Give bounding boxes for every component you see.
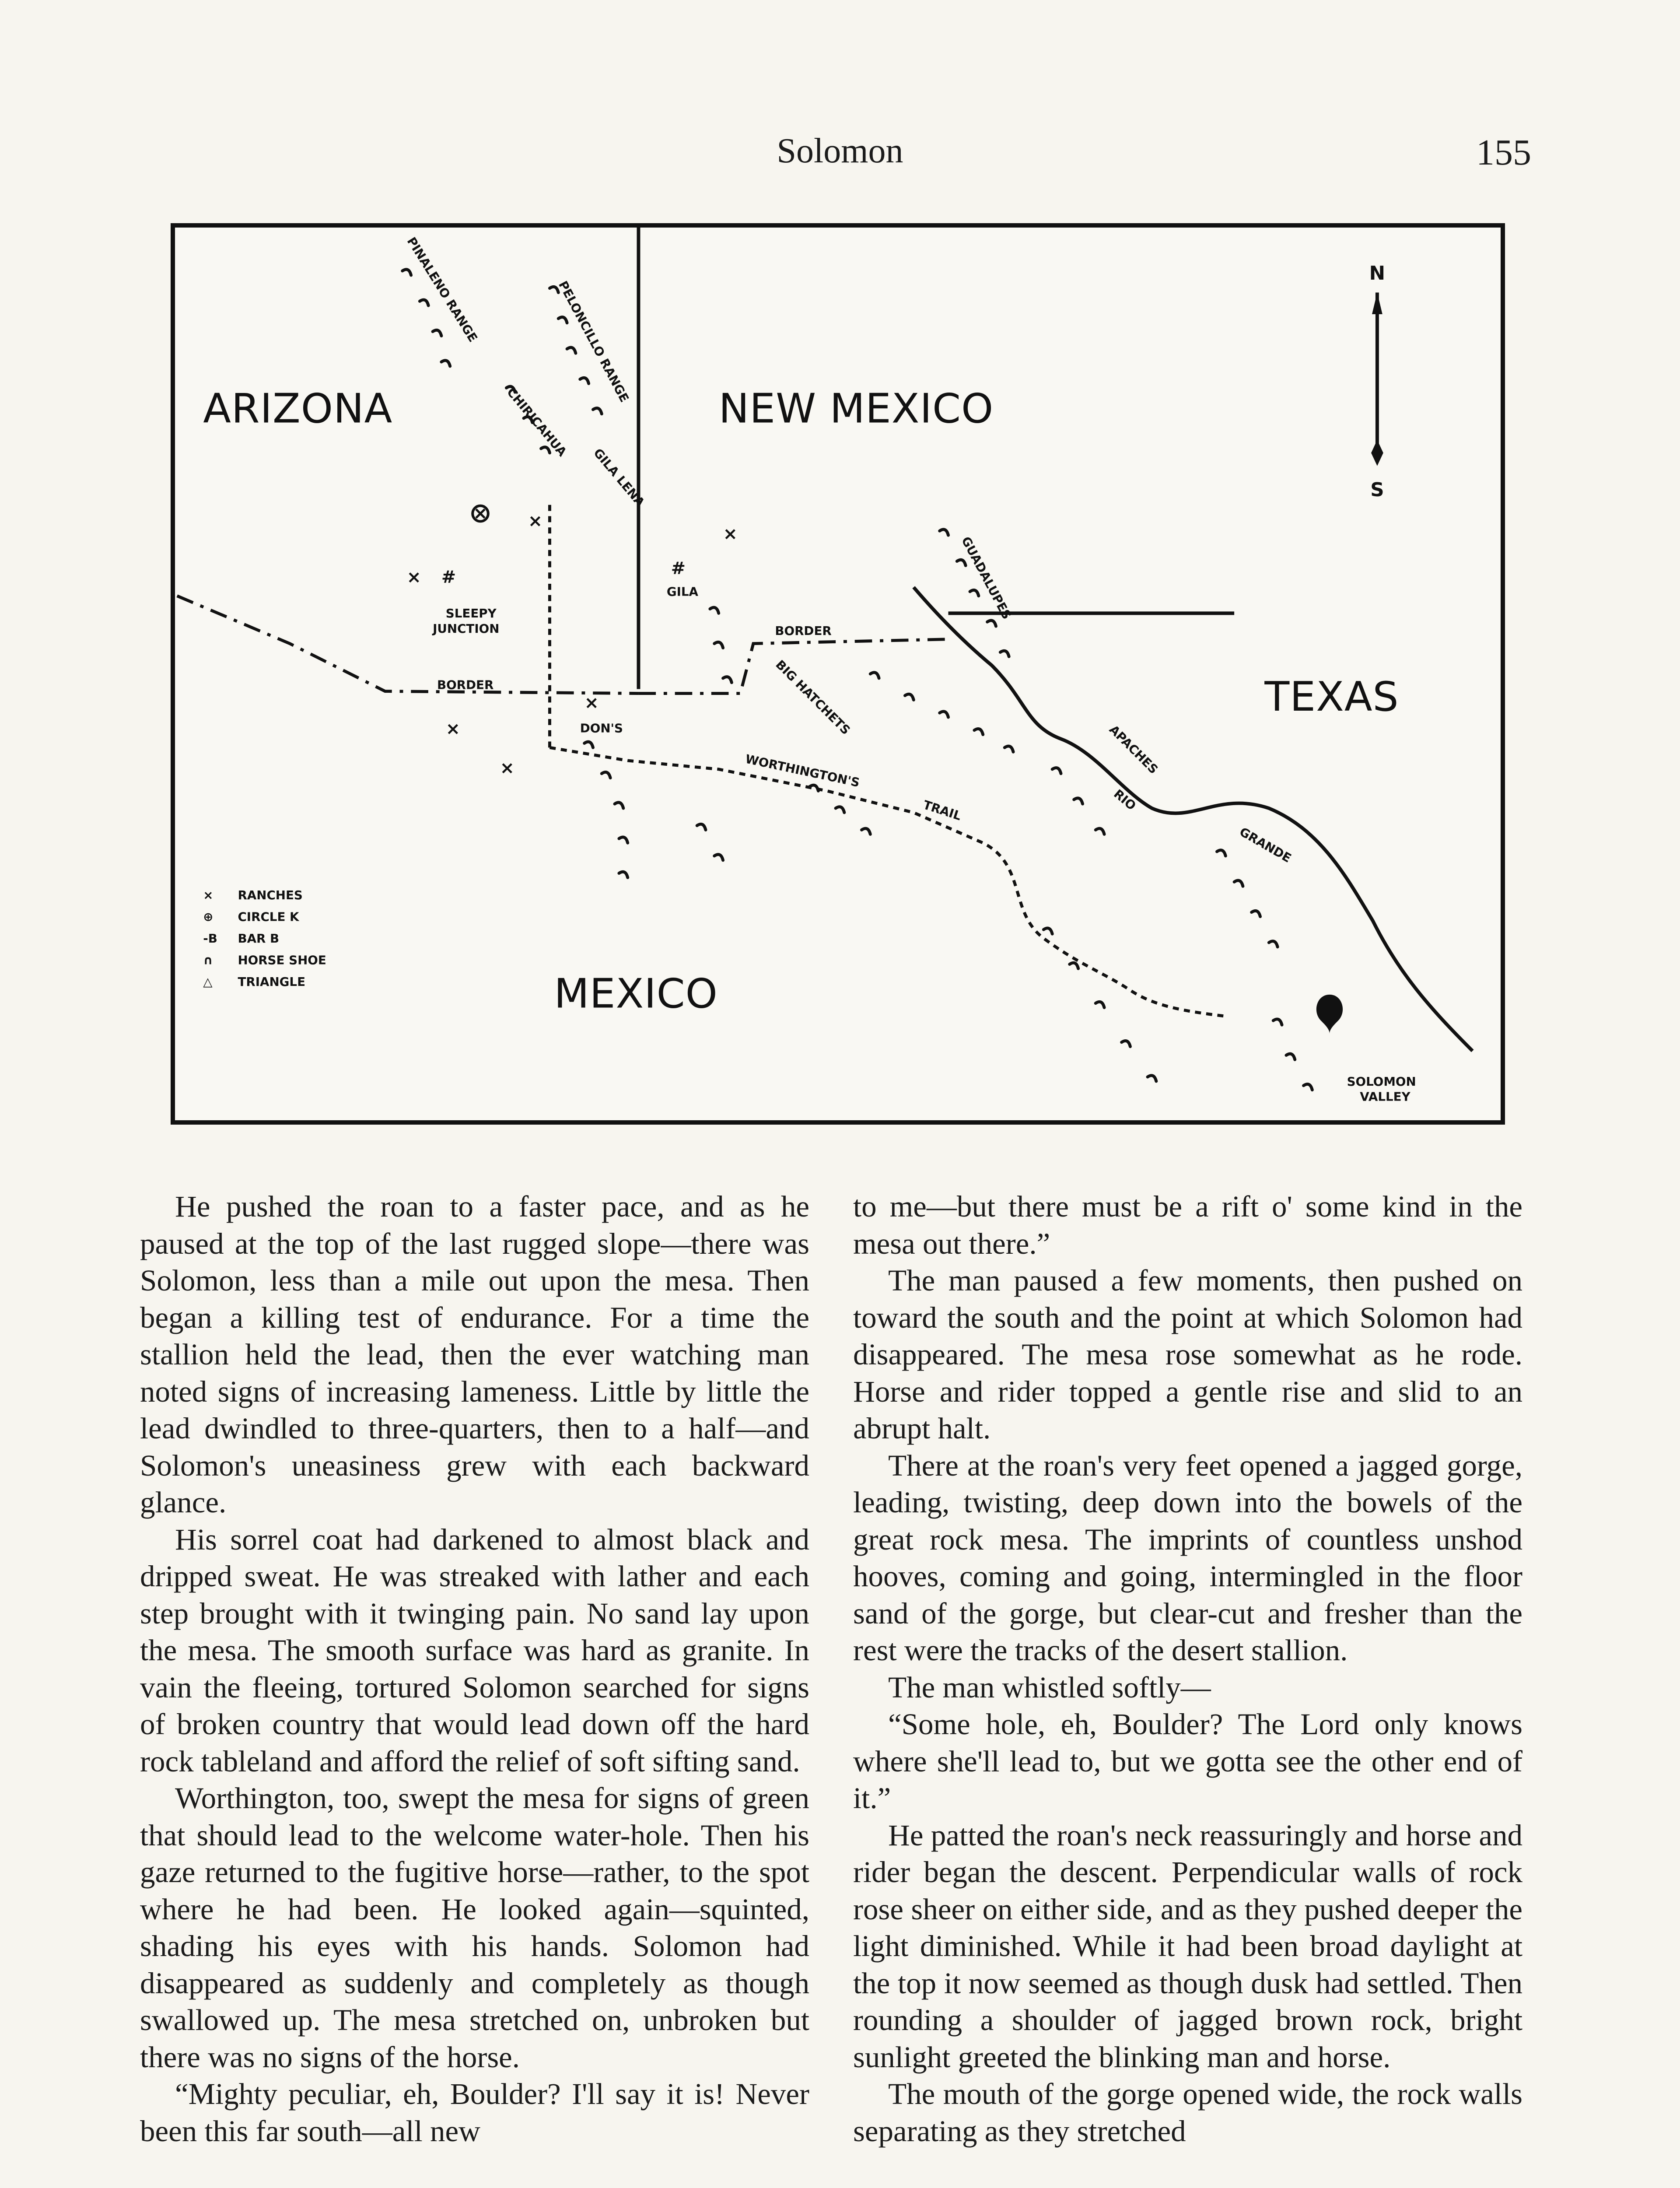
chiricahua-label: CHIRICAHUA — [504, 385, 570, 459]
page-number: 155 — [1476, 132, 1531, 173]
pinaleno-range-label: PINALENO RANGE — [404, 234, 480, 345]
svg-text:×: × — [584, 693, 599, 713]
sleepy-label: SLEEPY — [445, 606, 497, 621]
legend-label: RANCHES — [238, 887, 303, 902]
solomon-label: SOLOMON — [1347, 1074, 1416, 1089]
grande-label: GRANDE — [1237, 824, 1294, 866]
text-column-right — [853, 1188, 1522, 2149]
texas-label: TEXAS — [1264, 673, 1399, 721]
legend-label: TRIANGLE — [238, 975, 306, 989]
ranch-markers — [407, 511, 738, 778]
legend-label: HORSE SHOE — [238, 953, 326, 968]
paragraph: Worthington, too, swept the mesa for signs of green that should lead to the welcome water-hole. Then his gaze returned to the fugitive horse—rather, to the spot where he had been. He looked again—squinted, shading his eyes with his hands. Solomon had disappeared as suddenly and completely as though swallowed up. The mesa stretched on, unbroken but there was no signs of the horse. — [140, 1781, 809, 2074]
rio-grande-river — [914, 587, 1472, 1051]
legend-symbol: × — [203, 887, 214, 902]
circle-k-marker — [472, 506, 488, 522]
svg-text:#: # — [441, 567, 456, 588]
legend-label: BAR B — [238, 931, 280, 946]
svg-text:×: × — [406, 567, 421, 588]
map-illustration — [171, 223, 1505, 1125]
dons-label: DON'S — [580, 721, 623, 736]
legend-symbol: -B — [203, 931, 217, 946]
svg-text:×: × — [723, 524, 738, 544]
svg-text:#: # — [671, 558, 686, 579]
paragraph: “Mighty peculiar, eh, Boulder? I'll say it is! Never been this far south—all new — [140, 2077, 809, 2148]
peloncillo-range-label: PELONCILLO RANGE — [556, 278, 632, 405]
valley-label: VALLEY — [1360, 1089, 1410, 1104]
map-legend — [203, 888, 326, 989]
svg-text:×: × — [528, 511, 543, 531]
paragraph: “Some hole, eh, Boulder? The Lord only knows where she'll lead to, but we gotta see the other end of it.” — [853, 1708, 1522, 1815]
arizona-label: ARIZONA — [203, 385, 393, 432]
paragraph: There at the roan's very feet opened a jagged gorge, leading, twisting, deep down into the bowels of the great rock mesa. The imprints of countless unshod hooves, coming and going, intermingled in the floor sand of the gorge, but clear-cut and fresher than the rest were the tracks of the desert stallion. — [853, 1448, 1522, 1667]
paragraph: He patted the roan's neck reassuringly and horse and rider began the descent. Perpendicular walls of rock rose sheer on either side, and as they pushed deeper the light diminished. While it had been broad daylight at the top it now seemed as though dusk had settled. Then rounding a shoulder of jagged brown rock, bright sunlight greeted the blinking man and horse. — [853, 1818, 1522, 2074]
paragraph: The man paused a few moments, then pushed on toward the south and the point at which Solomon had disappeared. The mesa rose somewhat as he rode. Horse and rider topped a gentle rise and slid to an abrupt halt. — [853, 1264, 1522, 1445]
border-label-1: BORDER — [775, 623, 832, 638]
compass-north-label: N — [1369, 262, 1386, 284]
paragraph-continuation: to me—but there must be a rift o' some kind in the mesa out there.” — [853, 1190, 1522, 1260]
new-mexico-label: NEW MEXICO — [718, 385, 994, 432]
apaches-label: APACHES — [1106, 722, 1161, 777]
solomon-valley-marker — [1316, 995, 1343, 1034]
legend-symbol: ∩ — [203, 953, 213, 968]
trail-name-label: WORTHINGTON'S — [744, 751, 861, 790]
map-svg — [175, 228, 1501, 1120]
gila-place-label: GILA — [666, 584, 699, 599]
us-mexico-border-west — [177, 596, 639, 694]
mexico-label: MEXICO — [554, 970, 718, 1017]
border-label-2: BORDER — [437, 677, 494, 692]
paragraph: The man whistled softly— — [888, 1670, 1211, 1704]
svg-text:×: × — [500, 757, 514, 778]
paragraph: His sorrel coat had darkened to almost black and dripped sweat. He was streaked with lather and each step brought with it twinging pain. No sand lay upon the mesa. The smooth surface was hard as granite. In vain the fleeing, tortured Solomon searched for signs of broken country that would lead down off the hard rock tableland and afford the relief of soft sifting sand. — [140, 1522, 809, 1778]
compass-rose — [1369, 263, 1385, 501]
legend-symbol: ⊕ — [203, 909, 214, 924]
text-column-left — [140, 1188, 809, 2149]
junction-label: JUNCTION — [433, 621, 500, 636]
rio-label: RIO — [1111, 786, 1139, 813]
svg-text:×: × — [445, 719, 460, 739]
paragraph: The mouth of the gorge opened wide, the rock walls separating as they stretched — [853, 2077, 1522, 2148]
gila-lena-label: GILA LENA — [591, 445, 648, 510]
compass-south-label: S — [1370, 479, 1384, 501]
paragraph: He pushed the roan to a faster pace, and as he paused at the top of the last rugged slope—there was Solomon, less than a mile out upon the mesa. Then began a killing test of endurance. For a time the stallion held the lead, then the ever watching man noted signs of increasing lameness. Little by little the lead dwindled to three-quarters, then to a half—and Solomon's uneasiness grew with each backward glance. — [140, 1190, 809, 1519]
legend-label: CIRCLE K — [238, 909, 299, 924]
guadalupes-label: GUADALUPES — [959, 534, 1015, 622]
trail-word-label: TRAIL — [921, 797, 963, 824]
legend-symbol: △ — [203, 975, 213, 989]
big-hatchets-label: BIG HATCHETS — [773, 657, 854, 738]
running-title: Solomon — [777, 132, 903, 170]
